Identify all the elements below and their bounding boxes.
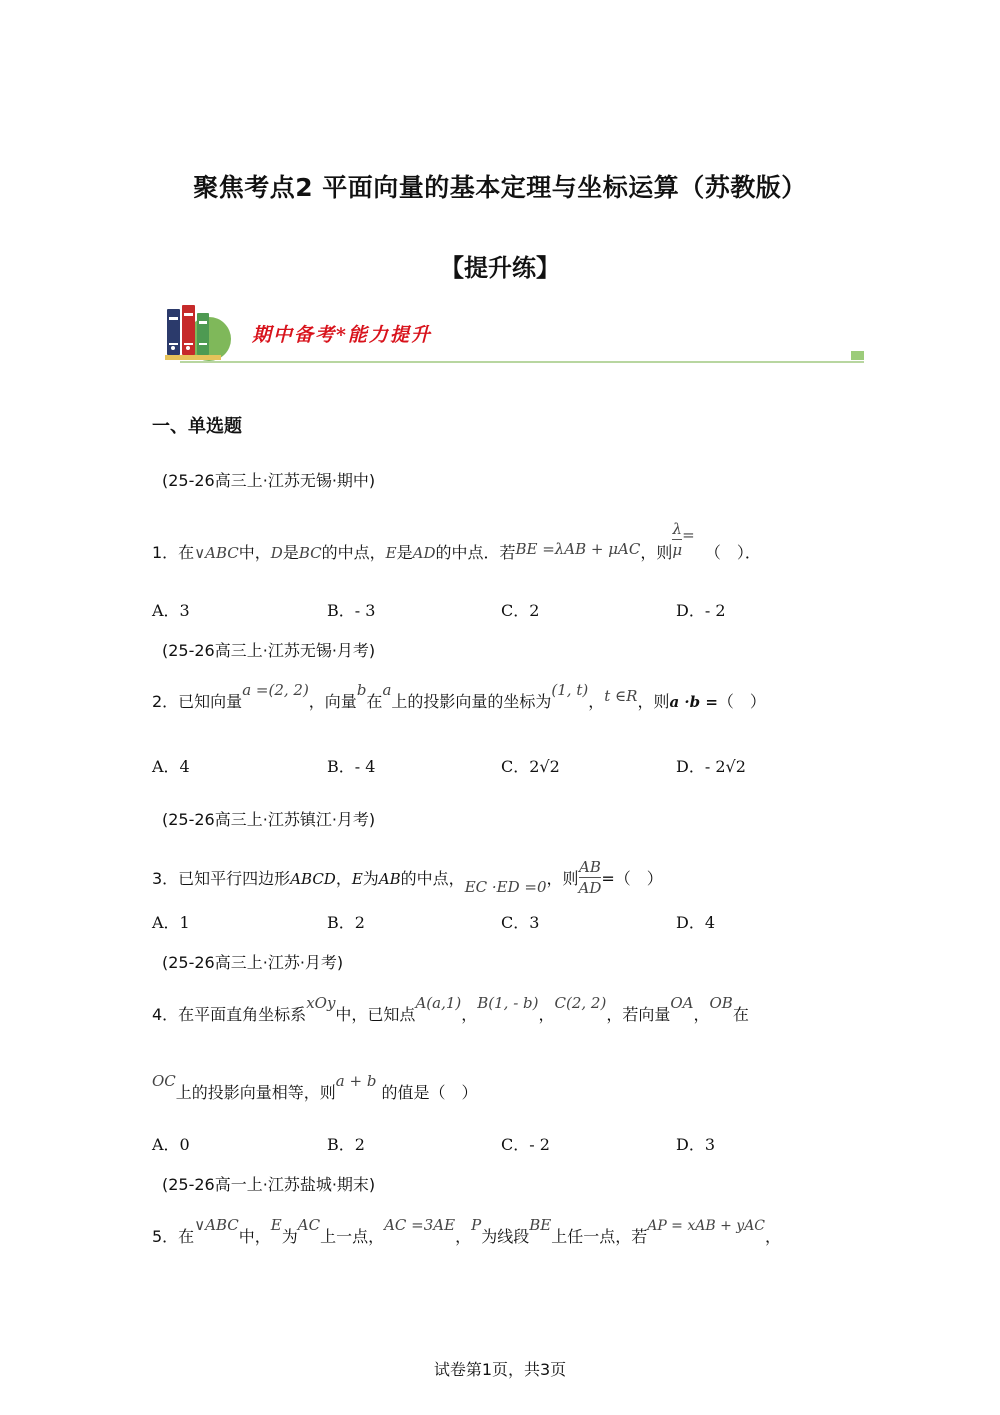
question-source: (25-26高三上·江苏镇江·月考): [162, 810, 376, 829]
option-c[interactable]: C．3: [501, 913, 540, 932]
question-stem-continued: OC上的投影向量相等，则a + b 的值是（ ）: [152, 1072, 478, 1102]
option-c[interactable]: C．2√2: [501, 757, 560, 776]
page-footer: 试卷第1页，共3页: [433, 1360, 567, 1379]
question-stem: 3．已知平行四边形ABCD，E为AB的中点，EC ·ED =0，则 $\frac{AB}{AD}$ =（ ）: [152, 858, 663, 897]
question-source: (25-26高三上·江苏·月考): [162, 953, 344, 972]
option-a[interactable]: A．1: [152, 913, 190, 932]
option-a[interactable]: A．0: [152, 1135, 190, 1154]
option-b[interactable]: B．2: [327, 1135, 365, 1154]
question-stem: 2．已知向量a =(2, 2)，向量b在a上的投影向量的坐标为(1, t)，t ∈R，则a ·b =（ ）: [152, 681, 766, 711]
question-stem: 4．在平面直角坐标系xOy中，已知点A(a,1)，B(1, - b)，C(2, 2)，若向量OA，OB在: [152, 994, 749, 1024]
option-d[interactable]: D．- 2√2: [676, 757, 746, 776]
option-a[interactable]: A．3: [152, 601, 190, 620]
option-d[interactable]: D．3: [676, 1135, 716, 1154]
option-a[interactable]: A．4: [152, 757, 190, 776]
question-source: (25-26高一上·江苏盐城·期末): [162, 1175, 376, 1194]
banner-divider: [180, 361, 864, 363]
option-b[interactable]: B．2: [327, 913, 365, 932]
option-d[interactable]: D．- 2: [676, 601, 726, 620]
banner-corner-mark: [851, 351, 864, 360]
option-c[interactable]: C．2: [501, 601, 540, 620]
banner-text: 期中备考*能力提升: [252, 324, 432, 346]
option-b[interactable]: B．- 3: [327, 601, 376, 620]
option-b[interactable]: B．- 4: [327, 757, 376, 776]
question-stem: 1．在∨ABC中，D是BC的中点，E是AD的中点．若BE =λAB + μAC，则 $\frac{\lambda}{\mu}$ = （ ）．: [152, 520, 761, 562]
page-subtitle: 【提升练】: [440, 254, 560, 282]
question-source: (25-26高三上·江苏无锡·月考): [162, 641, 376, 660]
page-title: 聚焦考点2 平面向量的基本定理与坐标运算（苏教版）: [193, 173, 807, 202]
question-stem: 5．在∨ABC中，E为AC上一点，AC =3AE，P为线段BE上任一点，若AP = xAB + yAC，: [152, 1216, 782, 1246]
books-icon: [163, 303, 235, 365]
question-source: (25-26高三上·江苏无锡·期中): [162, 471, 376, 490]
section-title: 一、单选题: [152, 416, 242, 437]
option-c[interactable]: C．- 2: [501, 1135, 550, 1154]
option-d[interactable]: D．4: [676, 913, 716, 932]
